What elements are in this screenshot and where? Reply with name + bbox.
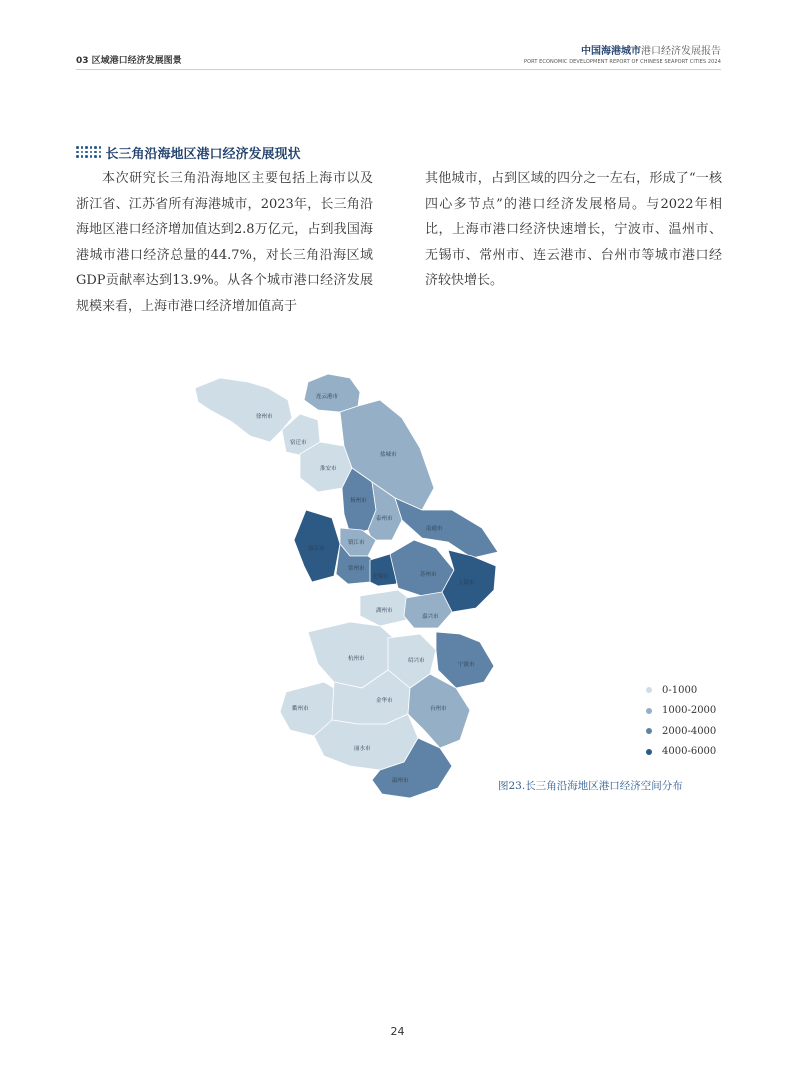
body-paragraph-right: 其他城市，占到区域的四分之一左右，形成了“一核四心多节点”的港口经济发展格局。与2022年相比，上海市港口经济快速增长，宁波市、温州市、无锡市、常州市、连云港市、台州市等城市港口经济较快增长。 [425, 171, 722, 288]
legend-label-4: 4000-6000 [662, 746, 717, 758]
label-yangzhou: 扬州市 [350, 498, 367, 504]
label-wenzhou: 温州市 [392, 778, 409, 784]
region-ningbo [436, 632, 494, 688]
legend-label-3: 2000-4000 [662, 725, 717, 737]
yangtze-delta-map [190, 370, 530, 805]
legend-item-4 [646, 742, 716, 763]
report-title-bold: 中国海港城市 [581, 46, 641, 57]
label-hangzhou: 杭州市 [348, 656, 365, 662]
map-legend [646, 680, 716, 762]
label-lianyungang: 连云港市 [316, 394, 339, 400]
report-title [524, 42, 721, 65]
label-taizhou-js: 泰州市 [376, 516, 393, 522]
label-jinhua: 金华市 [376, 698, 393, 704]
legend-label-2: 1000-2000 [662, 705, 717, 717]
body-paragraph-left: 本次研究长三角沿海地区主要包括上海市以及浙江省、江苏省所有海港城市，2023年，长三角沿海地区港口经济增加值达到2.8万亿元，占到我国海港城市港口经济总量的44.7%，对长三角沿海区域GDP贡献率达到13.9%。从各个城市港口经济发展规模来看，上海市港口经济增加值高于 [76, 171, 373, 314]
section-heading-text: 长三角沿海地区港口经济发展现状 [105, 146, 301, 162]
region-xuzhou [195, 378, 292, 442]
label-zhenjiang: 镇江市 [348, 540, 365, 546]
label-shanghai: 上海市 [458, 580, 475, 586]
legend-dot-2 [646, 708, 652, 714]
region-jiaxing [404, 592, 452, 628]
label-taizhou-zj: 台州市 [430, 706, 447, 712]
legend-label-1: 0-1000 [662, 684, 698, 696]
legend-item-2 [646, 701, 716, 722]
section-heading [76, 143, 301, 161]
region-lianyungang [304, 374, 360, 412]
legend-dot-3 [646, 728, 652, 734]
report-title-rest: 港口经济发展报告 [641, 46, 721, 57]
label-nantong: 南通市 [426, 526, 443, 532]
dots-icon [76, 146, 102, 158]
figure-caption: 图23.长三角沿海地区港口经济空间分布 [498, 780, 683, 792]
label-huaian: 淮安市 [320, 466, 337, 472]
label-huzhou: 湖州市 [376, 608, 393, 614]
label-suqian: 宿迁市 [290, 440, 307, 446]
label-ningbo: 宁波市 [458, 662, 475, 668]
label-jiaxing: 嘉兴市 [422, 614, 439, 620]
legend-dot-1 [646, 687, 652, 693]
label-suzhou: 苏州市 [420, 572, 437, 578]
legend-dot-4 [646, 749, 652, 755]
label-shaoxing: 绍兴市 [408, 658, 425, 664]
section-label: 03 区域港口经济发展图景 [76, 56, 182, 66]
page-number: 24 [390, 1025, 405, 1038]
legend-item-1 [646, 680, 716, 701]
label-nanjing: 南京市 [308, 546, 325, 552]
label-lishui: 丽水市 [354, 746, 371, 752]
label-quzhou: 衢州市 [292, 706, 309, 712]
label-wuxi: 无锡市 [372, 574, 389, 580]
label-xuzhou: 徐州市 [256, 414, 273, 420]
page-header [76, 40, 721, 70]
legend-item-3 [646, 721, 716, 742]
label-changzhou: 常州市 [348, 566, 365, 572]
label-yancheng: 盐城市 [380, 452, 397, 458]
report-subtitle: PORT ECONOMIC DEVELOPMENT REPORT OF CHINESE SEAPORT CITIES 2024 [523, 59, 721, 65]
